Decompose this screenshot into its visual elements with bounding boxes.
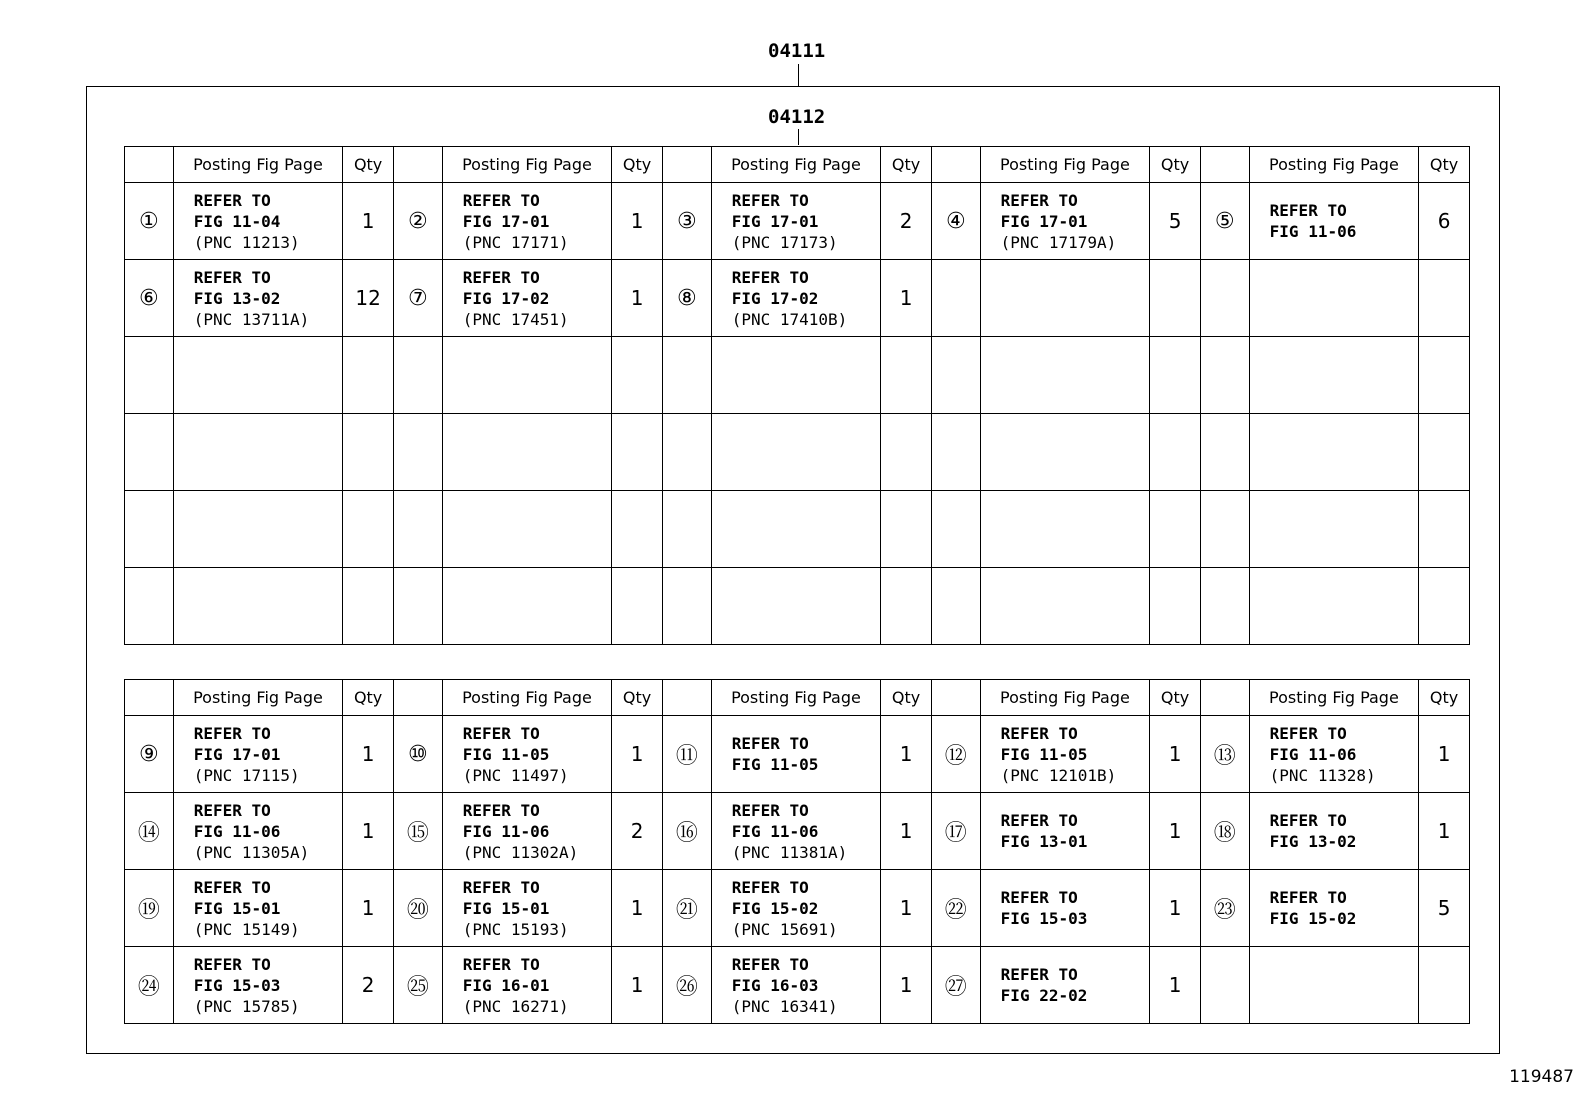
refer-text: REFER TO [731,954,809,974]
inner-label-leader [798,129,799,145]
header-qty: Qty [1419,680,1470,716]
refer-text: REFER TO [462,954,540,974]
reference-cell [173,568,343,645]
qty-value [881,491,932,568]
item-number [125,337,174,414]
header-qty: Qty [1419,147,1470,183]
item-number [1200,947,1249,1024]
qty-value [1419,491,1470,568]
qty-value: 12 [343,260,394,337]
table-row [125,793,1470,870]
figure-ref: FIG 11-06 [731,821,819,841]
item-number: ⑩ [393,716,442,793]
item-number: ㉕ [393,947,442,1024]
refer-text: REFER TO [1269,723,1347,743]
figure-ref: FIG 11-06 [462,821,550,841]
qty-value: 1 [612,183,663,260]
qty-value: 1 [612,716,663,793]
reference-cell [711,716,881,793]
pnc-ref: (PNC 11213) [193,232,300,252]
pnc-ref: (PNC 15785) [193,996,300,1016]
refer-text: REFER TO [1000,190,1078,210]
reference-cell [1249,337,1419,414]
header-qty: Qty [612,680,663,716]
header-posting-fig-page: Posting Fig Page [442,680,612,716]
qty-value [612,568,663,645]
qty-value [1419,568,1470,645]
figure-ref: FIG 15-03 [1000,909,1088,928]
pnc-ref: (PNC 11381A) [731,842,848,862]
pnc-ref: (PNC 15149) [193,919,300,939]
qty-value [343,491,394,568]
header-number-cell [662,680,711,716]
reference-cell [980,870,1150,947]
item-number [393,568,442,645]
reference-cell [711,793,881,870]
qty-value [1419,337,1470,414]
reference-cell [711,414,881,491]
item-number: ㉑ [662,870,711,947]
reference-cell [711,870,881,947]
reference-cell [173,337,343,414]
reference-cell [1249,260,1419,337]
figure-ref: FIG 16-01 [462,975,550,995]
item-number: ⑭ [125,793,174,870]
qty-value: 1 [612,947,663,1024]
figure-ref: FIG 13-01 [1000,832,1088,851]
table-row [125,491,1470,568]
header-qty: Qty [1150,147,1201,183]
item-number [931,260,980,337]
item-number [931,568,980,645]
pnc-ref: (PNC 11302A) [462,842,579,862]
item-number: ⑧ [662,260,711,337]
reference-cell [442,870,612,947]
qty-value: 1 [343,183,394,260]
figure-ref: FIG 15-02 [731,898,819,918]
item-number: ⑦ [393,260,442,337]
reference-cell [980,183,1150,260]
refer-text: REFER TO [1000,811,1078,830]
reference-cell [980,491,1150,568]
header-number-cell [1200,147,1249,183]
table-row [125,183,1470,260]
item-number [125,491,174,568]
reference-cell [711,568,881,645]
reference-cell [173,947,343,1024]
qty-value [1150,568,1201,645]
header-posting-fig-page: Posting Fig Page [980,680,1150,716]
refer-text: REFER TO [462,723,540,743]
refer-text: REFER TO [193,954,271,974]
refer-text: REFER TO [1000,723,1078,743]
pnc-ref: (PNC 15193) [462,919,569,939]
header-row [125,147,1470,183]
reference-cell [442,947,612,1024]
reference-cell [173,716,343,793]
item-number [393,491,442,568]
reference-cell [442,568,612,645]
pnc-ref: (PNC 17410B) [731,309,848,329]
qty-value: 1 [1150,793,1201,870]
pnc-ref: (PNC 11328) [1269,765,1376,785]
figure-ref: FIG 17-01 [462,211,550,231]
pnc-ref: (PNC 16341) [731,996,838,1016]
reference-cell [442,491,612,568]
header-row [125,680,1470,716]
refer-text: REFER TO [462,877,540,897]
reference-cell [711,337,881,414]
inner-assembly-label: 04112 [768,106,826,128]
reference-cell [980,414,1150,491]
table-row [125,947,1470,1024]
refer-text: REFER TO [1269,811,1347,830]
refer-text: REFER TO [193,267,271,287]
figure-ref: FIG 11-06 [1269,222,1357,241]
qty-value: 1 [1419,716,1470,793]
pnc-ref: (PNC 17115) [193,765,300,785]
refer-text: REFER TO [1269,888,1347,907]
figure-ref: FIG 11-06 [193,821,281,841]
header-posting-fig-page: Posting Fig Page [173,147,343,183]
qty-value: 1 [881,716,932,793]
table-row [125,260,1470,337]
reference-cell [980,793,1150,870]
refer-text: REFER TO [193,723,271,743]
figure-ref: FIG 11-05 [462,744,550,764]
item-number [931,337,980,414]
qty-value: 1 [612,870,663,947]
qty-value [1419,260,1470,337]
reference-cell [173,414,343,491]
reference-table-2 [124,679,1470,1024]
pnc-ref: (PNC 11305A) [193,842,310,862]
item-number: ⑲ [125,870,174,947]
item-number [662,414,711,491]
item-number: ② [393,183,442,260]
pnc-ref: (PNC 17171) [462,232,569,252]
table-row [125,870,1470,947]
item-number [393,337,442,414]
item-number: ㉗ [931,947,980,1024]
qty-value: 2 [612,793,663,870]
reference-cell [1249,870,1419,947]
outer-label-leader [798,64,799,86]
refer-text: REFER TO [462,190,540,210]
reference-cell [980,260,1150,337]
qty-value: 1 [1419,793,1470,870]
figure-ref: FIG 17-01 [731,211,819,231]
header-number-cell [125,147,174,183]
figure-ref: FIG 22-02 [1000,986,1088,1005]
qty-value: 1 [343,716,394,793]
item-number: ㉔ [125,947,174,1024]
figure-ref: FIG 17-01 [193,744,281,764]
reference-cell [1249,793,1419,870]
reference-cell [1249,491,1419,568]
qty-value [343,414,394,491]
reference-cell [173,491,343,568]
qty-value [612,414,663,491]
reference-cell [1249,414,1419,491]
refer-text: REFER TO [1000,888,1078,907]
figure-ref: FIG 16-03 [731,975,819,995]
refer-text: REFER TO [193,190,271,210]
header-qty: Qty [343,147,394,183]
figure-ref: FIG 11-04 [193,211,281,231]
figure-ref: FIG 13-02 [193,288,281,308]
reference-cell [711,260,881,337]
item-number [1200,260,1249,337]
figure-ref: FIG 15-01 [462,898,550,918]
header-number-cell [393,147,442,183]
qty-value [1150,414,1201,491]
qty-value [881,337,932,414]
header-number-cell [931,147,980,183]
reference-cell [1249,716,1419,793]
figure-id: 119487 [1509,1067,1574,1087]
figure-ref: FIG 13-02 [1269,832,1357,851]
qty-value [343,337,394,414]
header-posting-fig-page: Posting Fig Page [711,680,881,716]
pnc-ref: (PNC 17179A) [1000,232,1117,252]
qty-value [881,568,932,645]
reference-cell [173,870,343,947]
qty-value: 1 [1150,716,1201,793]
header-posting-fig-page: Posting Fig Page [173,680,343,716]
figure-ref: FIG 11-05 [731,755,819,774]
item-number [1200,491,1249,568]
pnc-ref: (PNC 15691) [731,919,838,939]
item-number [662,491,711,568]
refer-text: REFER TO [462,800,540,820]
table-row [125,414,1470,491]
pnc-ref: (PNC 11497) [462,765,569,785]
item-number [1200,337,1249,414]
qty-value: 1 [1150,947,1201,1024]
qty-value: 2 [343,947,394,1024]
refer-text: REFER TO [731,877,809,897]
figure-ref: FIG 15-02 [1269,909,1357,928]
refer-text: REFER TO [731,190,809,210]
figure-ref: FIG 17-01 [1000,211,1088,231]
item-number: ④ [931,183,980,260]
refer-text: REFER TO [1269,201,1347,220]
qty-value: 1 [1150,870,1201,947]
item-number: ⑨ [125,716,174,793]
reference-cell [173,183,343,260]
item-number: ⑯ [662,793,711,870]
reference-cell [1249,947,1419,1024]
header-qty: Qty [881,147,932,183]
qty-value: 1 [881,793,932,870]
reference-cell [442,260,612,337]
qty-value [612,337,663,414]
header-posting-fig-page: Posting Fig Page [442,147,612,183]
item-number: ⑱ [1200,793,1249,870]
qty-value: 1 [343,793,394,870]
qty-value [1150,260,1201,337]
refer-text: REFER TO [1000,965,1078,984]
qty-value: 1 [612,260,663,337]
qty-value: 5 [1419,870,1470,947]
reference-cell [980,947,1150,1024]
reference-cell [1249,183,1419,260]
reference-cell [173,260,343,337]
qty-value [1419,414,1470,491]
reference-cell [980,716,1150,793]
reference-cell [980,568,1150,645]
reference-cell [442,183,612,260]
qty-value [1150,491,1201,568]
header-posting-fig-page: Posting Fig Page [1249,680,1419,716]
refer-text: REFER TO [462,267,540,287]
table-row [125,568,1470,645]
item-number: ① [125,183,174,260]
reference-table-1 [124,146,1470,645]
item-number [1200,414,1249,491]
figure-ref: FIG 15-03 [193,975,281,995]
pnc-ref: (PNC 17173) [731,232,838,252]
item-number [125,414,174,491]
header-qty: Qty [881,680,932,716]
header-posting-fig-page: Posting Fig Page [1249,147,1419,183]
table-row [125,716,1470,793]
item-number: ⑬ [1200,716,1249,793]
table-row [125,337,1470,414]
header-number-cell [393,680,442,716]
item-number [662,568,711,645]
item-number: ㉒ [931,870,980,947]
refer-text: REFER TO [193,800,271,820]
refer-text: REFER TO [731,734,809,753]
qty-value [1419,947,1470,1024]
qty-value [612,491,663,568]
qty-value: 1 [881,947,932,1024]
pnc-ref: (PNC 17451) [462,309,569,329]
qty-value: 5 [1150,183,1201,260]
reference-cell [980,337,1150,414]
header-posting-fig-page: Posting Fig Page [980,147,1150,183]
header-number-cell [1200,680,1249,716]
item-number: ⑳ [393,870,442,947]
refer-text: REFER TO [731,267,809,287]
reference-cell [711,183,881,260]
qty-value [1150,337,1201,414]
header-number-cell [662,147,711,183]
figure-ref: FIG 17-02 [731,288,819,308]
item-number [393,414,442,491]
reference-cell [442,337,612,414]
item-number: ㉓ [1200,870,1249,947]
qty-value [343,568,394,645]
item-number: ⑫ [931,716,980,793]
reference-cell [173,793,343,870]
qty-value: 1 [881,260,932,337]
reference-cell [711,947,881,1024]
item-number [125,568,174,645]
qty-value: 2 [881,183,932,260]
header-number-cell [931,680,980,716]
figure-ref: FIG 11-06 [1269,744,1357,764]
refer-text: REFER TO [193,877,271,897]
refer-text: REFER TO [731,800,809,820]
reference-cell [442,716,612,793]
figure-ref: FIG 11-05 [1000,744,1088,764]
item-number: ⑥ [125,260,174,337]
header-qty: Qty [1150,680,1201,716]
header-posting-fig-page: Posting Fig Page [711,147,881,183]
header-number-cell [125,680,174,716]
item-number: ㉖ [662,947,711,1024]
reference-cell [1249,568,1419,645]
figure-ref: FIG 17-02 [462,288,550,308]
reference-cell [442,414,612,491]
qty-value: 1 [881,870,932,947]
item-number: ③ [662,183,711,260]
pnc-ref: (PNC 16271) [462,996,569,1016]
header-qty: Qty [343,680,394,716]
item-number: ⑮ [393,793,442,870]
item-number [931,491,980,568]
reference-cell [442,793,612,870]
outer-assembly-label: 04111 [768,40,826,62]
pnc-ref: (PNC 13711A) [193,309,310,329]
qty-value [881,414,932,491]
item-number [662,337,711,414]
item-number [1200,568,1249,645]
figure-ref: FIG 15-01 [193,898,281,918]
qty-value: 1 [343,870,394,947]
item-number: ⑰ [931,793,980,870]
qty-value: 6 [1419,183,1470,260]
pnc-ref: (PNC 12101B) [1000,765,1117,785]
header-qty: Qty [612,147,663,183]
reference-cell [711,491,881,568]
item-number: ⑤ [1200,183,1249,260]
item-number [931,414,980,491]
item-number: ⑪ [662,716,711,793]
